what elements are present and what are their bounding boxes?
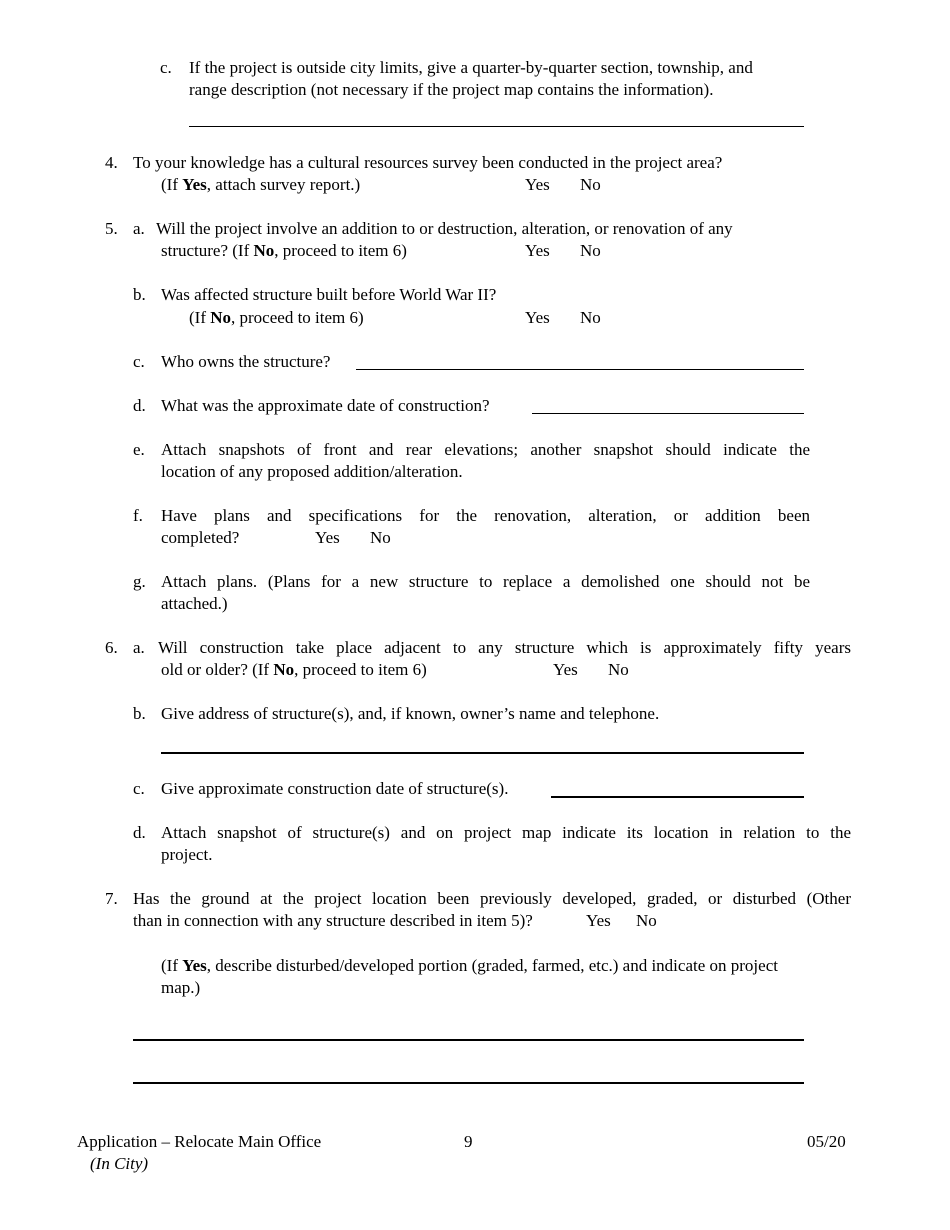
item-6a-no-option[interactable]: No (608, 660, 629, 679)
item-6a-condition: old or older? (If No, proceed to item 6) (161, 660, 427, 679)
item-7-answer-line-2[interactable] (133, 1082, 804, 1084)
item-3c-text-line1: If the project is outside city limits, give a quarter-by-quarter section, township, and (189, 58, 753, 77)
footer-document-title: Application – Relocate Main Office (77, 1132, 322, 1151)
item-5f-letter: f. (133, 506, 143, 525)
item-6d-text-line1: Attach snapshot of structure(s) and on project map indicate its location in relation to the (161, 823, 851, 842)
item-5c-question: Who owns the structure? (161, 352, 331, 371)
item-7-question-line2: than in connection with any structure described in item 5)? (133, 911, 533, 930)
item-5a-question: Will the project involve an addition to or destruction, alteration, or renovation of any (156, 219, 733, 238)
footer-date: 05/20 (807, 1132, 846, 1151)
item-5f-text-line2: completed? (161, 528, 240, 547)
item-5c-letter: c. (133, 352, 145, 371)
item-6d-letter: d. (133, 823, 146, 842)
item-5d-letter: d. (133, 396, 146, 415)
item-5f-yes-option[interactable]: Yes (315, 528, 340, 547)
item-5c-answer-line[interactable] (356, 369, 804, 370)
item-6a-question: Will construction take place adjacent to any structure which is approximately fifty years (158, 638, 851, 657)
item-7-no-option[interactable]: No (636, 911, 657, 930)
item-7-note-line2: map.) (161, 978, 201, 997)
item-5a-letter: a. (133, 219, 145, 238)
item-4-question: To your knowledge has a cultural resources survey been conducted in the project area? (133, 153, 723, 172)
item-5e-text-line2: location of any proposed addition/alteration. (161, 462, 463, 481)
item-3c-letter: c. (160, 58, 172, 77)
item-5d-answer-line[interactable] (532, 413, 804, 414)
item-5e-text-line1: Attach snapshots of front and rear elevations; another snapshot should indicate the (161, 440, 810, 459)
item-7-number: 7. (105, 889, 118, 908)
item-6d-text-line2: project. (161, 845, 213, 864)
item-5b-question: Was affected structure built before World War II? (161, 285, 497, 304)
item-4-number: 4. (105, 153, 118, 172)
item-5a-yes-option[interactable]: Yes (525, 241, 550, 260)
item-5a-condition: structure? (If No, proceed to item 6) (161, 241, 407, 260)
item-6b-answer-line[interactable] (161, 752, 804, 754)
item-5b-no-option[interactable]: No (580, 308, 601, 327)
footer-subtitle: (In City) (90, 1154, 149, 1173)
item-7-question: Has the ground at the project location been previously developed, graded, or disturbed (Other (133, 889, 851, 908)
item-6a-letter: a. (133, 638, 145, 657)
item-6c-question: Give approximate construction date of structure(s). (161, 779, 509, 798)
footer-page-number: 9 (464, 1132, 473, 1151)
item-7-note: (If Yes, describe disturbed/developed portion (graded, farmed, etc.) and indicate on project (161, 956, 778, 975)
item-5g-text-line2: attached.) (161, 594, 228, 613)
item-6b-letter: b. (133, 704, 146, 723)
item-4-condition: (If Yes, attach survey report.) (161, 175, 361, 194)
item-6c-letter: c. (133, 779, 145, 798)
item-6-number: 6. (105, 638, 118, 657)
item-5e-letter: e. (133, 440, 145, 459)
item-6c-answer-line[interactable] (551, 796, 804, 798)
item-5b-yes-option[interactable]: Yes (525, 308, 550, 327)
item-7-answer-line-1[interactable] (133, 1039, 804, 1041)
item-5a-no-option[interactable]: No (580, 241, 601, 260)
item-4-yes-option[interactable]: Yes (525, 175, 550, 194)
item-5g-letter: g. (133, 572, 146, 591)
item-5-number: 5. (105, 219, 118, 238)
item-6a-yes-option[interactable]: Yes (553, 660, 578, 679)
item-5d-question: What was the approximate date of construction? (161, 396, 490, 415)
item-7-yes-option[interactable]: Yes (586, 911, 611, 930)
item-5f-text-line1: Have plans and specifications for the renovation, alteration, or addition been (161, 506, 810, 525)
item-5g-text-line1: Attach plans. (Plans for a new structure to replace a demolished one should not be (161, 572, 810, 591)
item-5f-no-option[interactable]: No (370, 528, 391, 547)
item-6b-question: Give address of structure(s), and, if known, owner’s name and telephone. (161, 704, 660, 723)
item-3c-answer-line[interactable] (189, 126, 804, 127)
item-5b-letter: b. (133, 285, 146, 304)
item-4-no-option[interactable]: No (580, 175, 601, 194)
item-3c-text-line2: range description (not necessary if the project map contains the information). (189, 80, 714, 99)
item-5b-condition: (If No, proceed to item 6) (189, 308, 364, 327)
